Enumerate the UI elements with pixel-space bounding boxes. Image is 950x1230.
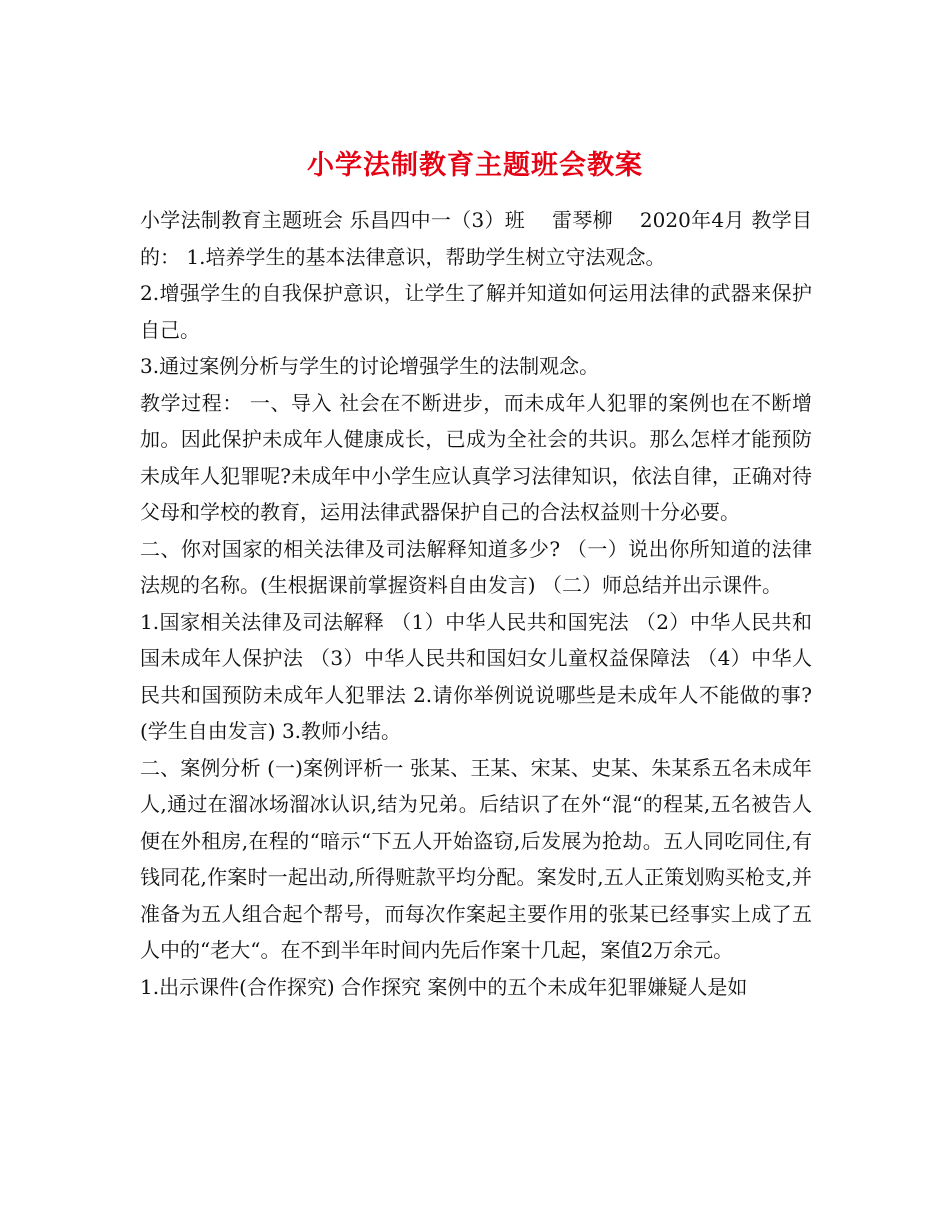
document-title: 小学法制教育主题班会教案 [307, 150, 643, 182]
document-body [140, 202, 812, 1005]
paragraph: 1.出示课件(合作探究) 合作探究 案例中的五个未成年犯罪嫌疑人是如 [140, 974, 748, 999]
paragraph: 1.国家相关法律及司法解释 （1）中华人民共和国宪法 （2）中华人民共和国未成年人保护法 （3）中华人民共和国妇女儿童权益保障法 （4）中华人民共和国预防未成年人犯罪法 2.请你举例说说哪些是未成年人不能做的事?(学生自由发言) 3.教师小结。 [140, 609, 812, 743]
paragraph: 2.增强学生的自我保护意识，让学生了解并知道如何运用法律的武器来保护自己。 [140, 281, 812, 342]
paragraph: 二、案例分析 (一)案例评析一 张某、王某、宋某、史某、朱某系五名未成年人,通过在溜冰场溜冰认识,结为兄弟。后结识了在外“混“的程某,五名被告人便在外租房,在程的“暗示“下五人开始盗窃,后发展为抢劫。五人同吃同住,有钱同花,作案时一起出动,所得赃款平均分配。案发时,五人正策划购买枪支,并准备为五人组合起个帮号，而每次作案起主要作用的张某已经事实上成了五人中的“老大“。在不到半年时间内先后作案十几起，案值2万余元。 [140, 755, 812, 962]
paragraph: 教学过程： 一、导入 社会在不断进步，而未成年人犯罪的案例也在不断增加。因此保护未成年人健康成长，已成为全社会的共识。那么怎样才能预防未成年人犯罪呢?未成年中小学生应认真学习法律知识，依法自律，正确对待父母和学校的教育，运用法律武器保护自己的合法权益则十分必要。 [140, 390, 812, 524]
paragraph: 二、你对国家的相关法律及司法解释知道多少? （一）说出你所知道的法律法规的名称。(生根据课前掌握资料自由发言) （二）师总结并出示课件。 [140, 536, 812, 597]
paragraph: 3.通过案例分析与学生的讨论增强学生的法制观念。 [140, 354, 600, 378]
paragraph: 小学法制教育主题班会 乐昌四中一（3）班 雷琴柳 2020年4月 教学目的： 1.培养学生的基本法律意识，帮助学生树立守法观念。 [140, 208, 812, 269]
